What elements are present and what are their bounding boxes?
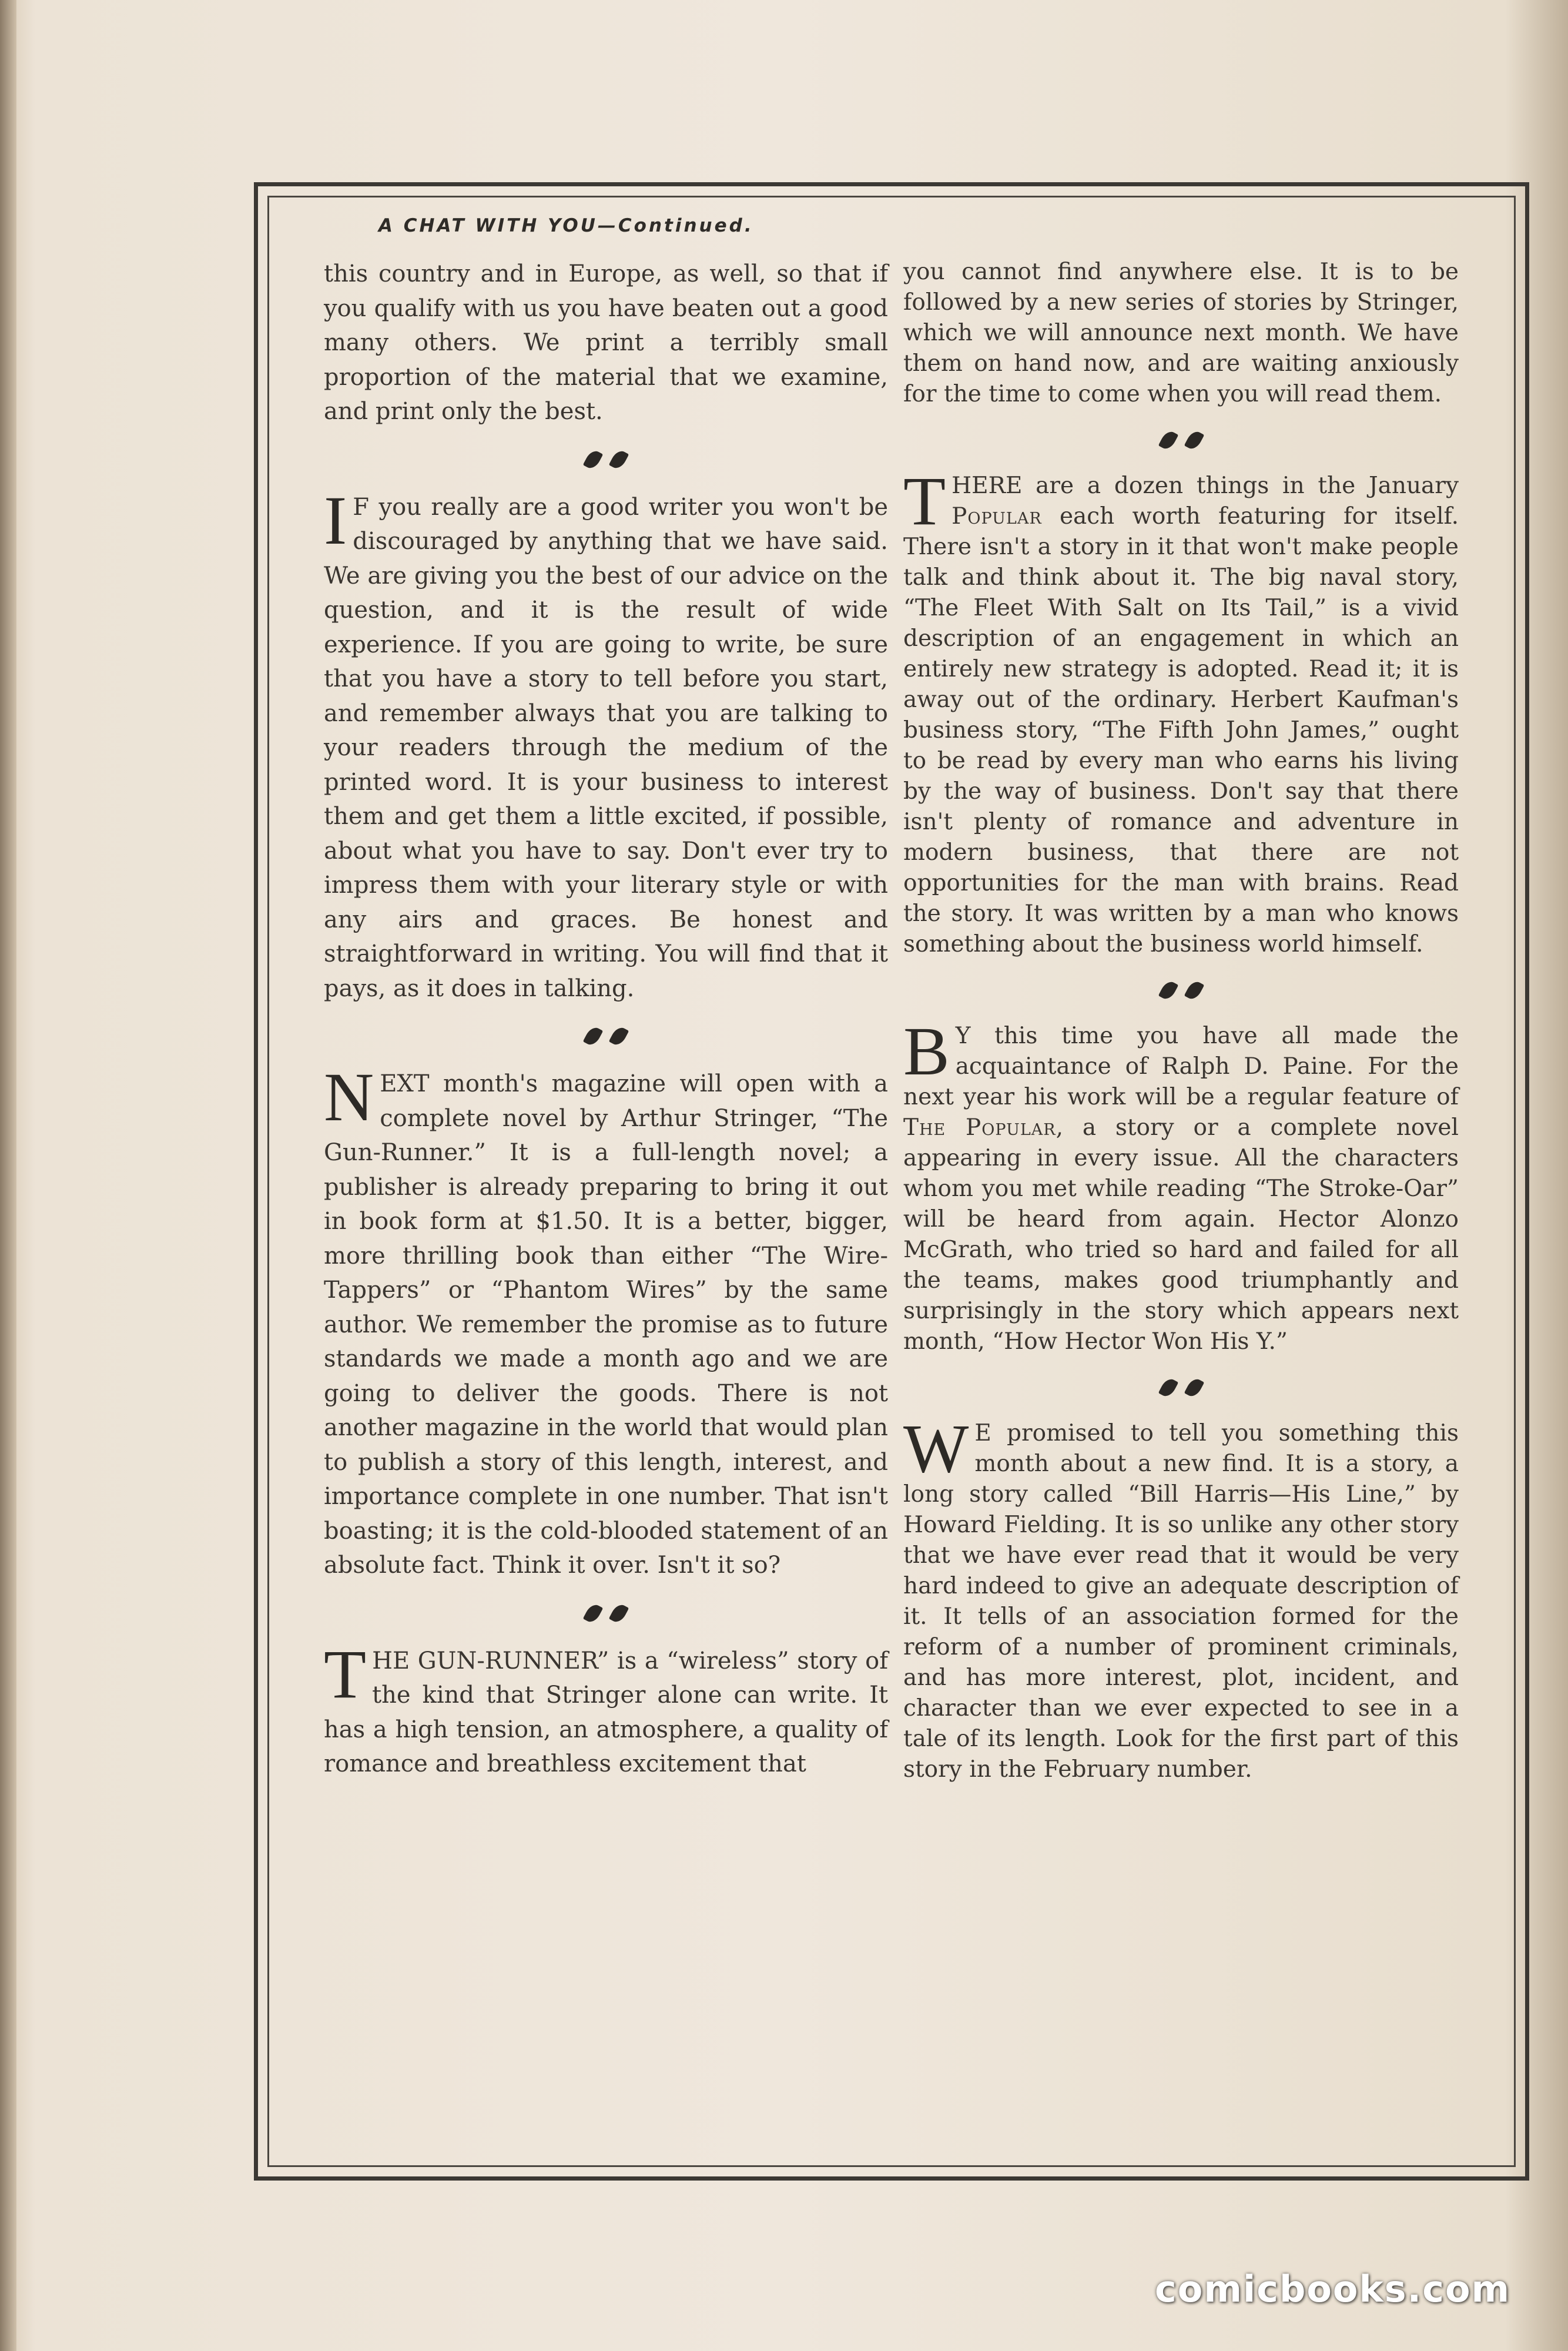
paragraph-text: each worth featuring for itself. There isn't a story in it that won't make people talk and think about it. The big naval story, “The Fleet With Salt on Its Tail,” is a vivid description of an engagement in which an entirely new strategy is adopted. Read it; it is away out of the ordinary. Herbert Kaufman's business story, “The Fifth John James,” ought to be read by every man who earns his living by the way of business. Don't say that there isn't plenty of romance and adventure in modern business, that there are not opportunities for the man with brains. Read the story. It was written by a man who knows something about the business world himself. — [903, 503, 1459, 957]
paragraph-text: F you really are a good writer you won't be discouraged by anything that we have said. We are giving you the best of our advice on the question, and it is the result of wide experience. If you are going to write, be sure that you have a story to tell before you start, and remember always that you are talking to your readers through the medium of the printed word. It is your business to interest them and get them a little excited, if possible, about what you have to say. Don't ever try to impress them with your literary style or with any airs and graces. Be honest and straightforward in writing. You will find that it pays, as it does in talking. — [324, 493, 888, 1002]
left-paragraph-3 — [324, 1059, 888, 1583]
leaf-ornament-icon — [609, 448, 629, 471]
right-paragraph-3 — [903, 1013, 1459, 1357]
leaf-ornament-icon — [583, 1025, 603, 1048]
drop-cap: N — [324, 1059, 374, 1136]
leaf-ornament-icon — [609, 1602, 629, 1625]
paragraph-text: E promised to tell you something this month about a new find. It is a story, a long story called “Bill Harris—His Line,” by Howard Fielding. It is so unlike any other story that we have ever read that it would be very hard indeed to give an adequate description of it. It tells of an association formed for the reform of a number of prominent criminals, and has more interest, plot, incident, and character than we ever expected to see in a tale of its length. Look for the first part of this story in the February number. — [903, 1420, 1459, 1783]
paragraph-text: HERE are a dozen things in the January — [951, 473, 1459, 499]
magazine-name: Popular — [951, 503, 1042, 530]
drop-cap: B — [903, 1013, 950, 1090]
leaf-ornament-icon — [1158, 1377, 1178, 1399]
right-paragraph-4 — [903, 1410, 1459, 1785]
leaf-ornament-icon — [1158, 429, 1178, 452]
magazine-name: The Popular — [903, 1114, 1056, 1141]
running-head-title: A CHAT WITH YOU — [378, 215, 598, 236]
leaf-ornament-icon — [1184, 429, 1204, 452]
leaf-ornament-icon — [1184, 979, 1204, 1002]
section-ornament — [903, 410, 1459, 471]
drop-cap: T — [324, 1635, 367, 1713]
section-ornament — [903, 1357, 1459, 1418]
right-paragraph-2 — [903, 463, 1459, 960]
section-ornament — [903, 960, 1459, 1021]
right-paragraph-1: you cannot find anywhere else. It is to be followed by a new series of stories by Stringer, which we will announce next month. We have them on hand now, and are waiting anxiously for the time to come when you will read them. — [903, 259, 1459, 407]
left-paragraph-4 — [324, 1635, 888, 1781]
right-column — [903, 257, 1459, 1785]
paragraph-text: , a story or a complete novel appearing in every issue. All the characters whom you met while reading “The Stroke-Oar” will be heard from again. Hector Alonzo McGrath, who tried so hard and failed for all the teams, makes good triumphantly and surprisingly in the story which appears next month, “How Hector Won His Y.” — [903, 1114, 1459, 1355]
leaf-ornament-icon — [1158, 979, 1178, 1002]
left-paragraph-2 — [324, 481, 888, 1006]
site-watermark: comicbooks.com — [1155, 2268, 1511, 2310]
paragraph-text: EXT month's magazine will open with a complete novel by Arthur Stringer, “The Gun-Runner.” It is a full-length novel; a publisher is already preparing to bring it out in book form at $1.50. It is a better, bigger, more thrilling book than either “The Wire-Tappers” or “Phantom Wires” by the same author. We remember the promise as to future standards we made a month ago and we are going to deliver the goods. There is not another magazine in the world that would plan to publish a story of this length, interest, and importance complete in one number. That isn't boasting; it is the cold-blooded statement of an absolute fact. Think it over. Isn't it so? — [324, 1070, 888, 1579]
section-ornament — [324, 429, 888, 490]
running-head — [378, 215, 754, 236]
article-frame — [254, 182, 1529, 2181]
left-paragraph-1: this country and in Europe, as well, so that if you qualify with us you have beaten out a good many others. We print a terribly small proportion of the material that we examine, and print only the best. — [324, 260, 888, 425]
drop-cap: T — [903, 463, 946, 540]
leaf-ornament-icon — [609, 1025, 629, 1048]
paragraph-text: Y this time you have all made the acquaintance of Ralph D. Paine. For the next year his work will be a regular feature of — [903, 1023, 1459, 1110]
drop-cap: W — [903, 1410, 969, 1487]
leaf-ornament-icon — [583, 448, 603, 471]
leaf-ornament-icon — [583, 1602, 603, 1625]
running-head-continued: —Continued. — [597, 215, 754, 236]
page-spine — [0, 0, 16, 2351]
leaf-ornament-icon — [1184, 1377, 1204, 1399]
section-ornament — [324, 1006, 888, 1067]
section-ornament — [324, 1583, 888, 1644]
left-column — [324, 257, 888, 1781]
paragraph-text: HE GUN-RUNNER” is a “wireless” story of the kind that Stringer alone can write. It has a high tension, an atmosphere, a quality of romance and breathless excitement that — [324, 1647, 888, 1777]
drop-cap: I — [324, 481, 347, 559]
